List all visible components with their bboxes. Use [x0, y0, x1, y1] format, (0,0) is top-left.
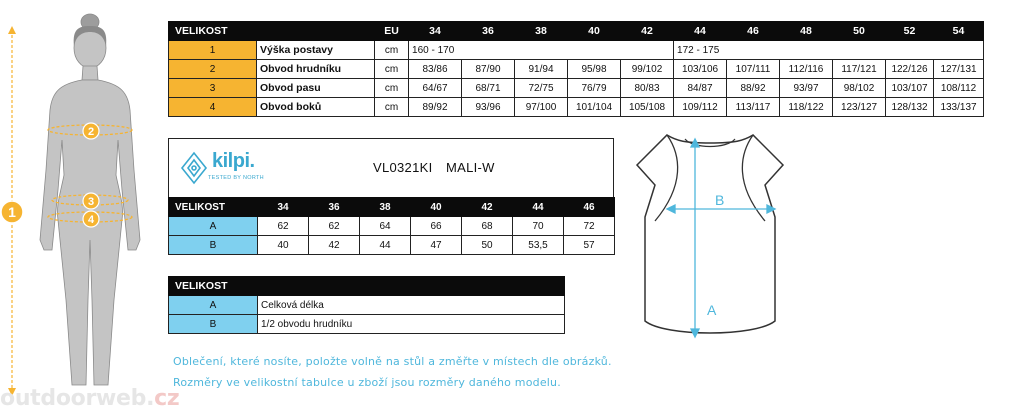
table-row [169, 296, 565, 315]
row-label: Obvod pasu [257, 79, 375, 98]
header-size: 40 [411, 198, 462, 217]
cell: 128/132 [886, 98, 934, 117]
cell: 76/79 [568, 79, 621, 98]
cell: 83/86 [409, 60, 462, 79]
cell: 127/131 [934, 60, 984, 79]
cell: 47 [411, 236, 462, 255]
header-size: 36 [309, 198, 360, 217]
cell: 72/75 [515, 79, 568, 98]
row-label: Obvod hrudníku [257, 60, 375, 79]
product-code: VL0321KI [373, 160, 433, 175]
cell: 72 [564, 217, 615, 236]
header-size: 42 [621, 22, 674, 41]
row-label: Obvod boků [257, 98, 375, 117]
row-number: 2 [169, 60, 257, 79]
marker-3 [83, 193, 99, 209]
watermark-main: outdoorweb. [0, 386, 155, 411]
cell: 133/137 [934, 98, 984, 117]
cell: 68/71 [462, 79, 515, 98]
header-size: 36 [462, 22, 515, 41]
row-unit: cm [375, 79, 409, 98]
cell: 122/126 [886, 60, 934, 79]
height-range-b: 172 - 175 [674, 41, 984, 60]
table-row [169, 60, 984, 79]
cell: 103/106 [674, 60, 727, 79]
header-eu: EU [375, 22, 409, 41]
table-row [169, 41, 984, 60]
cell: 98/102 [833, 79, 886, 98]
row-unit: cm [375, 60, 409, 79]
cell: 64 [360, 217, 411, 236]
marker-1 [1, 201, 23, 223]
row-number: 4 [169, 98, 257, 117]
cell: 107/111 [727, 60, 780, 79]
svg-text:3: 3 [87, 196, 95, 208]
measurement-note: Oblečení, které nosíte, položte volně na stůl a změřte v místech dle obrázků. [173, 355, 612, 368]
legend-table-header [169, 277, 565, 296]
header-size: 40 [568, 22, 621, 41]
header-size: 44 [674, 22, 727, 41]
cell: 53,5 [513, 236, 564, 255]
row-label: B [169, 315, 258, 334]
row-label: B [169, 236, 258, 255]
table-row [169, 79, 984, 98]
cell: 66 [411, 217, 462, 236]
marker-2 [83, 123, 99, 139]
cell: 108/112 [934, 79, 984, 98]
header-velikost: VELIKOST [169, 198, 258, 217]
measurement-legend-table [168, 276, 565, 334]
cell: 62 [309, 217, 360, 236]
model-note: Rozměry ve velikostní tabulce u zboží jsou rozměry daného modelu. [173, 376, 561, 389]
cell: 50 [462, 236, 513, 255]
cell: 42 [309, 236, 360, 255]
header-size: 38 [515, 22, 568, 41]
woman-figure-illustration [0, 0, 165, 412]
cell: 68 [462, 217, 513, 236]
body-size-table [168, 21, 984, 117]
cell: 44 [360, 236, 411, 255]
cell: 89/92 [409, 98, 462, 117]
header-size: 52 [886, 22, 934, 41]
cell: 105/108 [621, 98, 674, 117]
header-size: 34 [258, 198, 309, 217]
cell: 97/100 [515, 98, 568, 117]
table-row [169, 236, 615, 255]
row-desc: Celková délka [258, 296, 565, 315]
table-row [169, 217, 615, 236]
header-velikost: VELIKOST [169, 277, 565, 296]
label-a: A [707, 302, 717, 318]
tshirt-illustration [625, 125, 795, 345]
cell: 99/102 [621, 60, 674, 79]
header-size: 46 [727, 22, 780, 41]
cell: 117/121 [833, 60, 886, 79]
body-size-table-header [169, 22, 984, 41]
header-size: 48 [780, 22, 833, 41]
row-label: A [169, 217, 258, 236]
svg-text:2: 2 [87, 126, 95, 138]
cell: 80/83 [621, 79, 674, 98]
header-size: 46 [564, 198, 615, 217]
header-size: 50 [833, 22, 886, 41]
header-size: 42 [462, 198, 513, 217]
row-label: Výška postavy [257, 41, 375, 60]
cell: 40 [258, 236, 309, 255]
cell: 101/104 [568, 98, 621, 117]
cell: 88/92 [727, 79, 780, 98]
kilpi-brand-text: kilpi. [212, 150, 255, 172]
row-number: 3 [169, 79, 257, 98]
watermark-logo [0, 386, 179, 411]
marker-4 [83, 211, 99, 227]
header-velikost: VELIKOST [169, 22, 375, 41]
cell: 87/90 [462, 60, 515, 79]
row-number: 1 [169, 41, 257, 60]
cell: 95/98 [568, 60, 621, 79]
cell: 64/67 [409, 79, 462, 98]
cell: 113/117 [727, 98, 780, 117]
cell: 93/96 [462, 98, 515, 117]
svg-text:1: 1 [8, 204, 16, 220]
svg-text:4: 4 [87, 214, 95, 226]
label-b: B [715, 192, 725, 208]
cell: 118/122 [780, 98, 833, 117]
cell: 62 [258, 217, 309, 236]
row-unit: cm [375, 98, 409, 117]
product-size-table [168, 197, 615, 255]
product-size-table-header [169, 198, 615, 217]
cell: 112/116 [780, 60, 833, 79]
height-range-a: 160 - 170 [409, 41, 674, 60]
cell: 109/112 [674, 98, 727, 117]
header-size: 34 [409, 22, 462, 41]
table-row [169, 98, 984, 117]
cell: 57 [564, 236, 615, 255]
header-size: 54 [934, 22, 984, 41]
kilpi-tagline: TESTED BY NORTH [208, 175, 264, 181]
cell: 91/94 [515, 60, 568, 79]
header-size: 38 [360, 198, 411, 217]
cell: 84/87 [674, 79, 727, 98]
cell: 123/127 [833, 98, 886, 117]
cell: 103/107 [886, 79, 934, 98]
row-desc: 1/2 obvodu hrudníku [258, 315, 565, 334]
table-row [169, 315, 565, 334]
header-size: 44 [513, 198, 564, 217]
watermark-tld: cz [154, 386, 180, 411]
row-label: A [169, 296, 258, 315]
cell: 93/97 [780, 79, 833, 98]
cell: 70 [513, 217, 564, 236]
product-name: MALI-W [446, 160, 495, 175]
row-unit: cm [375, 41, 409, 60]
